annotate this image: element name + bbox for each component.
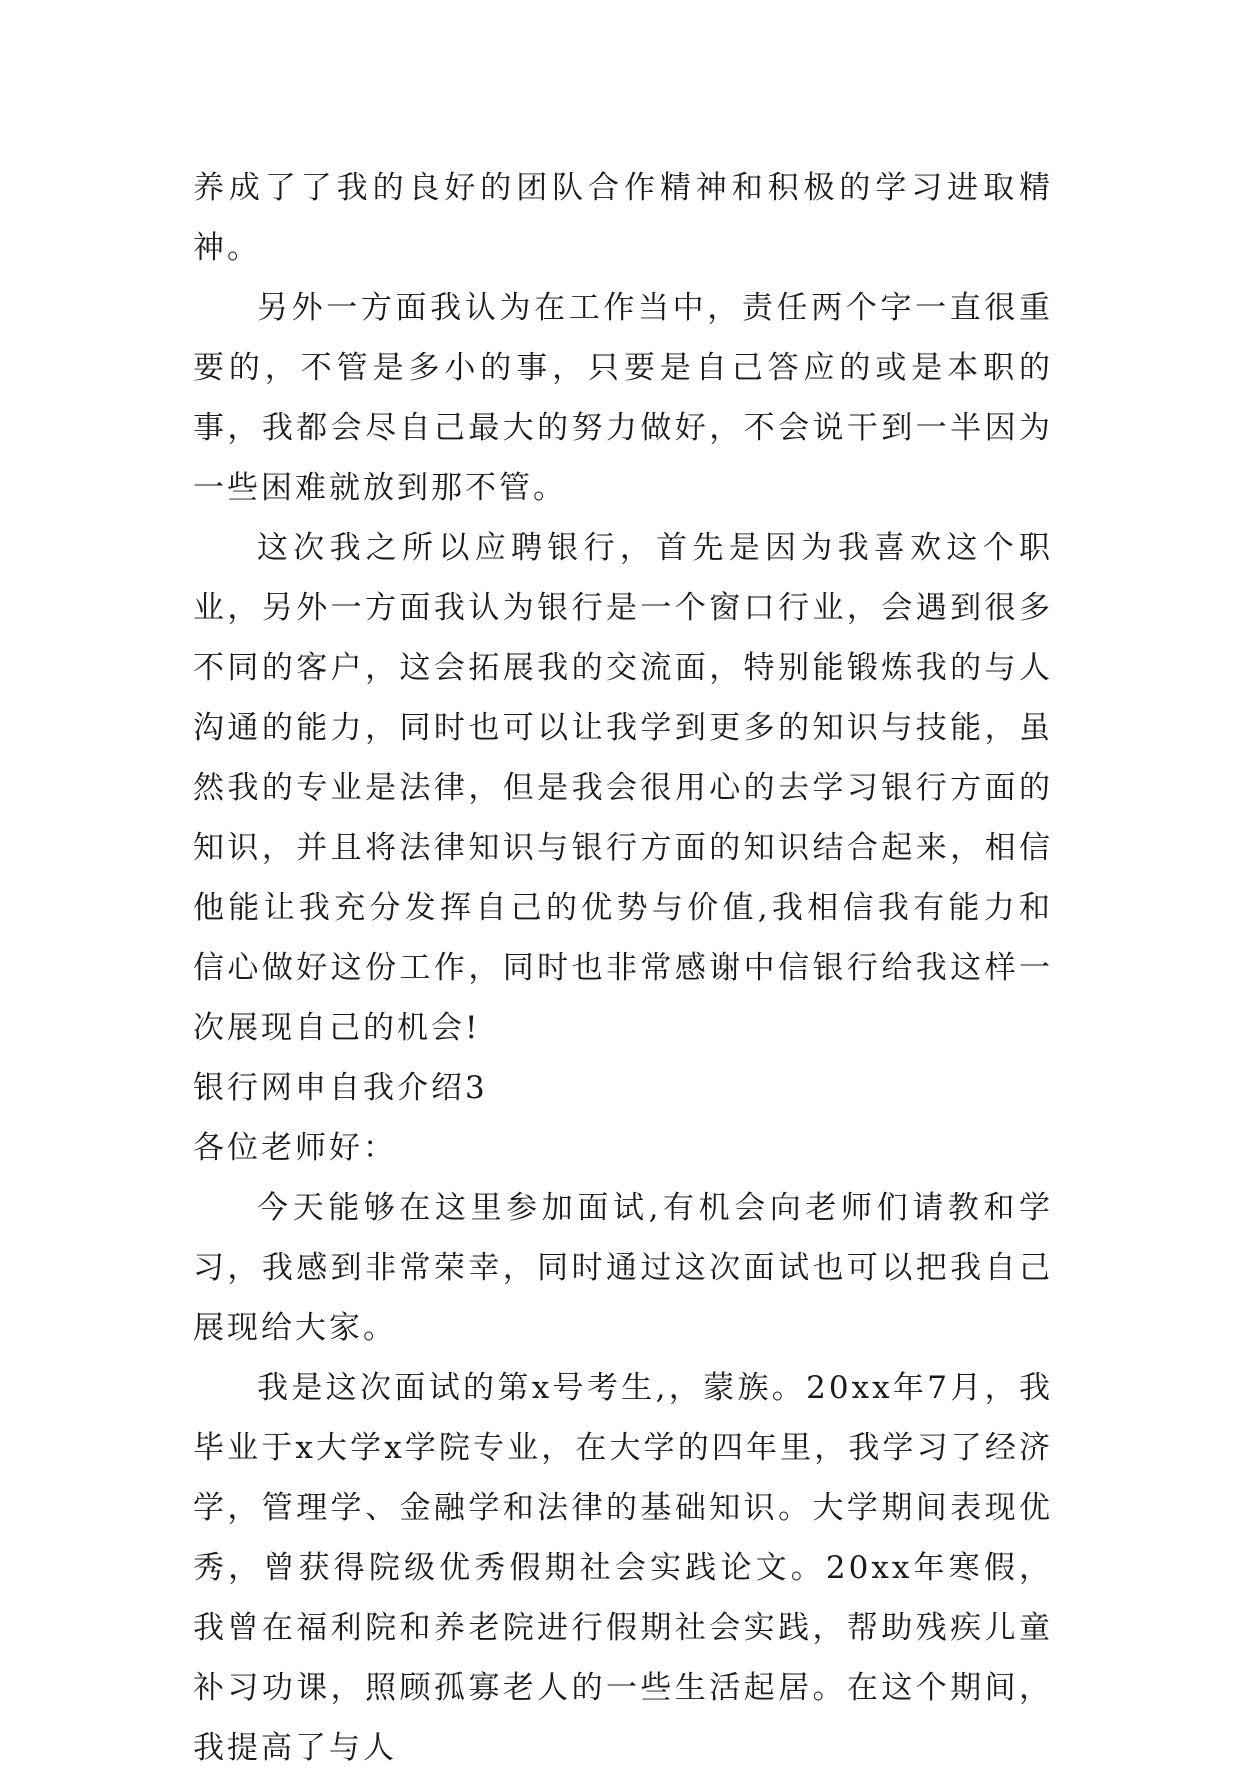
section-heading: 银行网申自我介绍3 xyxy=(193,1070,488,1106)
paragraph-opening: 今天能够在这里参加面试,有机会向老师们请教和学习，我感到非常荣幸，同时通过这次面试也可以把我自己展现给大家。 xyxy=(193,1190,1053,1346)
paragraph-background: 我是这次面试的第x号考生,，蒙族。20xx年7月，我毕业于x大学x学院专业，在大学的四年里，我学习了经济学，管理学、金融学和法律的基础知识。大学期间表现优秀，曾获得院级优秀假期社会实践论文。20xx年寒假，我曾在福利院和养老院进行假期社会实践，帮助残疾儿童补习功课，照顾孤寡老人的一些生活起居。在这个期间，我提高了与人 xyxy=(193,1370,1053,1766)
document-body xyxy=(193,158,1053,1778)
paragraph-continuation: 养成了了我的良好的团队合作精神和积极的学习进取精神。 xyxy=(193,170,1053,266)
salutation: 各位老师好： xyxy=(193,1130,397,1166)
paragraph-responsibility: 另外一方面我认为在工作当中，责任两个字一直很重要的，不管是多小的事，只要是自己答应的或是本职的事，我都会尽自己最大的努力做好，不会说干到一半因为一些困难就放到那不管。 xyxy=(193,290,1053,506)
paragraph-bank-reason: 这次我之所以应聘银行，首先是因为我喜欢这个职业，另外一方面我认为银行是一个窗口行业，会遇到很多不同的客户，这会拓展我的交流面，特别能锻炼我的与人沟通的能力，同时也可以让我学到更多的知识与技能，虽然我的专业是法律，但是我会很用心的去学习银行方面的知识，并且将法律知识与银行方面的知识结合起来，相信他能让我充分发挥自己的优势与价值,我相信我有能力和信心做好这份工作，同时也非常感谢中信银行给我这样一次展现自己的机会! xyxy=(193,530,1053,1046)
